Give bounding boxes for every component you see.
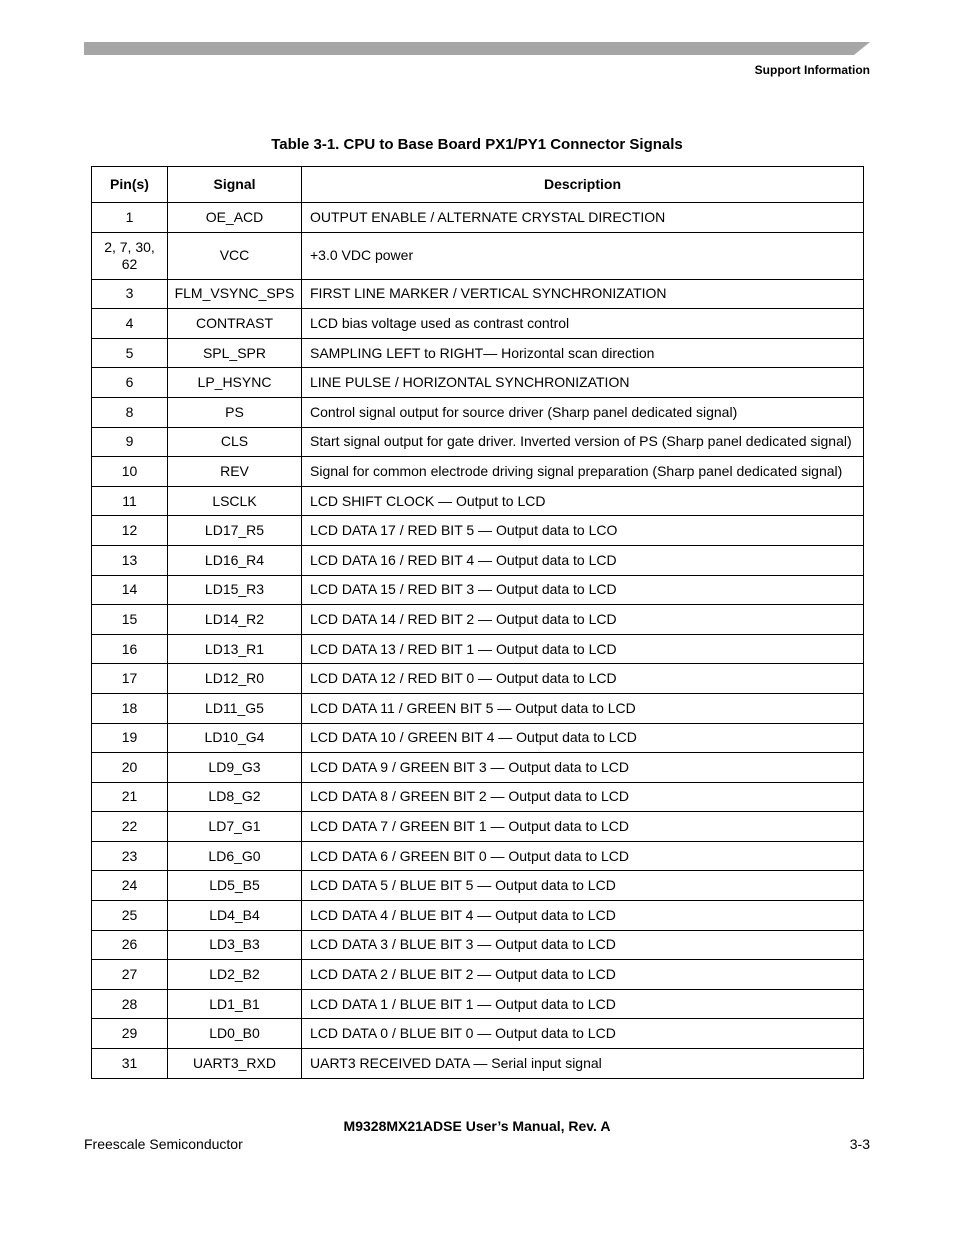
pin-cell: 13 [92, 545, 168, 575]
table-row [92, 338, 864, 368]
signal-cell: LD9_G3 [168, 753, 302, 783]
description-cell: LCD DATA 13 / RED BIT 1 — Output data to LCD [302, 634, 864, 664]
description-cell: Start signal output for gate driver. Inverted version of PS (Sharp panel dedicated signal) [302, 427, 864, 457]
table-row [92, 723, 864, 753]
signal-cell: LD15_R3 [168, 575, 302, 605]
signal-cell: LD3_B3 [168, 930, 302, 960]
description-cell: LCD DATA 2 / BLUE BIT 2 — Output data to LCD [302, 960, 864, 990]
table-row [92, 232, 864, 279]
signal-cell: CLS [168, 427, 302, 457]
pin-cell: 18 [92, 693, 168, 723]
signal-cell: UART3_RXD [168, 1049, 302, 1079]
pin-cell: 2, 7, 30, 62 [92, 232, 168, 279]
pin-cell: 20 [92, 753, 168, 783]
signal-cell: LD12_R0 [168, 664, 302, 694]
pin-cell: 27 [92, 960, 168, 990]
table-row [92, 841, 864, 871]
description-cell: LCD DATA 8 / GREEN BIT 2 — Output data to LCD [302, 782, 864, 812]
description-cell: LCD DATA 7 / GREEN BIT 1 — Output data to LCD [302, 812, 864, 842]
signal-cell: LD5_B5 [168, 871, 302, 901]
signal-cell: LD7_G1 [168, 812, 302, 842]
signal-cell: PS [168, 397, 302, 427]
pin-cell: 3 [92, 279, 168, 309]
description-cell: LCD DATA 14 / RED BIT 2 — Output data to LCD [302, 605, 864, 635]
description-cell: LCD DATA 17 / RED BIT 5 — Output data to LCO [302, 516, 864, 546]
pin-cell: 25 [92, 901, 168, 931]
description-cell: LCD DATA 0 / BLUE BIT 0 — Output data to LCD [302, 1019, 864, 1049]
table-row [92, 871, 864, 901]
description-cell: LCD DATA 12 / RED BIT 0 — Output data to LCD [302, 664, 864, 694]
pin-cell: 22 [92, 812, 168, 842]
description-cell: LCD DATA 10 / GREEN BIT 4 — Output data to LCD [302, 723, 864, 753]
footer-company: Freescale Semiconductor [84, 1136, 243, 1152]
description-cell: LCD DATA 4 / BLUE BIT 4 — Output data to LCD [302, 901, 864, 931]
pin-cell: 1 [92, 203, 168, 233]
pin-cell: 17 [92, 664, 168, 694]
description-cell: LCD DATA 11 / GREEN BIT 5 — Output data to LCD [302, 693, 864, 723]
description-cell: UART3 RECEIVED DATA — Serial input signal [302, 1049, 864, 1079]
pin-cell: 31 [92, 1049, 168, 1079]
description-cell: LINE PULSE / HORIZONTAL SYNCHRONIZATION [302, 368, 864, 398]
description-cell: LCD DATA 3 / BLUE BIT 3 — Output data to LCD [302, 930, 864, 960]
signal-cell: LD11_G5 [168, 693, 302, 723]
description-cell: SAMPLING LEFT to RIGHT— Horizontal scan direction [302, 338, 864, 368]
table-row [92, 575, 864, 605]
description-cell: LCD bias voltage used as contrast control [302, 309, 864, 339]
description-cell: LCD DATA 9 / GREEN BIT 3 — Output data to LCD [302, 753, 864, 783]
table-row [92, 1019, 864, 1049]
pin-cell: 9 [92, 427, 168, 457]
table-row [92, 634, 864, 664]
description-cell: LCD DATA 5 / BLUE BIT 5 — Output data to LCD [302, 871, 864, 901]
signal-cell: LD16_R4 [168, 545, 302, 575]
pin-cell: 6 [92, 368, 168, 398]
description-cell: LCD DATA 1 / BLUE BIT 1 — Output data to LCD [302, 989, 864, 1019]
header-decorative-bar [84, 42, 870, 55]
table-row [92, 664, 864, 694]
table-row [92, 368, 864, 398]
signal-cell: LD13_R1 [168, 634, 302, 664]
table-row [92, 960, 864, 990]
pin-cell: 16 [92, 634, 168, 664]
pin-cell: 14 [92, 575, 168, 605]
table-row [92, 605, 864, 635]
pin-cell: 8 [92, 397, 168, 427]
connector-signals-table [91, 166, 864, 1079]
pin-cell: 11 [92, 486, 168, 516]
pin-cell: 24 [92, 871, 168, 901]
signal-cell: LD10_G4 [168, 723, 302, 753]
pin-cell: 28 [92, 989, 168, 1019]
pin-cell: 23 [92, 841, 168, 871]
description-cell: LCD DATA 16 / RED BIT 4 — Output data to LCD [302, 545, 864, 575]
table-row [92, 486, 864, 516]
signal-cell: LD14_R2 [168, 605, 302, 635]
signal-cell: LP_HSYNC [168, 368, 302, 398]
pin-cell: 19 [92, 723, 168, 753]
pin-cell: 4 [92, 309, 168, 339]
description-cell: +3.0 VDC power [302, 232, 864, 279]
signal-cell: LSCLK [168, 486, 302, 516]
table-row [92, 1049, 864, 1079]
description-cell: FIRST LINE MARKER / VERTICAL SYNCHRONIZATION [302, 279, 864, 309]
table-row [92, 901, 864, 931]
table-row [92, 930, 864, 960]
pin-cell: 5 [92, 338, 168, 368]
description-cell: OUTPUT ENABLE / ALTERNATE CRYSTAL DIRECTION [302, 203, 864, 233]
description-cell: Control signal output for source driver (Sharp panel dedicated signal) [302, 397, 864, 427]
table-row [92, 812, 864, 842]
table-row [92, 309, 864, 339]
signal-cell: LD8_G2 [168, 782, 302, 812]
signal-cell: LD2_B2 [168, 960, 302, 990]
table-row [92, 397, 864, 427]
table-row [92, 457, 864, 487]
footer-page-number: 3-3 [849, 1136, 870, 1152]
pin-cell: 21 [92, 782, 168, 812]
signal-cell: OE_ACD [168, 203, 302, 233]
signal-cell: LD6_G0 [168, 841, 302, 871]
table-row [92, 753, 864, 783]
signal-cell: LD1_B1 [168, 989, 302, 1019]
column-header-pins: Pin(s) [92, 167, 168, 203]
signal-cell: REV [168, 457, 302, 487]
column-header-signal: Signal [168, 167, 302, 203]
signal-cell: FLM_VSYNC_SPS [168, 279, 302, 309]
table-row [92, 693, 864, 723]
column-header-description: Description [302, 167, 864, 203]
description-cell: LCD DATA 15 / RED BIT 3 — Output data to LCD [302, 575, 864, 605]
pin-cell: 10 [92, 457, 168, 487]
table-row [92, 279, 864, 309]
pin-cell: 29 [92, 1019, 168, 1049]
table-row [92, 427, 864, 457]
signal-cell: VCC [168, 232, 302, 279]
footer-manual-title: M9328MX21ADSE User’s Manual, Rev. A [343, 1118, 611, 1134]
pin-cell: 26 [92, 930, 168, 960]
signal-cell: LD0_B0 [168, 1019, 302, 1049]
section-header: Support Information [754, 63, 870, 77]
table-body [92, 203, 864, 1079]
table-row [92, 516, 864, 546]
description-cell: LCD DATA 6 / GREEN BIT 0 — Output data to LCD [302, 841, 864, 871]
signal-cell: SPL_SPR [168, 338, 302, 368]
table-caption: Table 3-1. CPU to Base Board PX1/PY1 Connector Signals [271, 136, 683, 153]
description-cell: Signal for common electrode driving signal preparation (Sharp panel dedicated signal) [302, 457, 864, 487]
table-header-row [92, 167, 864, 203]
pin-cell: 15 [92, 605, 168, 635]
pin-cell: 12 [92, 516, 168, 546]
table-row [92, 545, 864, 575]
table-row [92, 203, 864, 233]
table-row [92, 989, 864, 1019]
description-cell: LCD SHIFT CLOCK — Output to LCD [302, 486, 864, 516]
signal-cell: LD4_B4 [168, 901, 302, 931]
signal-cell: LD17_R5 [168, 516, 302, 546]
table-row [92, 782, 864, 812]
signal-cell: CONTRAST [168, 309, 302, 339]
